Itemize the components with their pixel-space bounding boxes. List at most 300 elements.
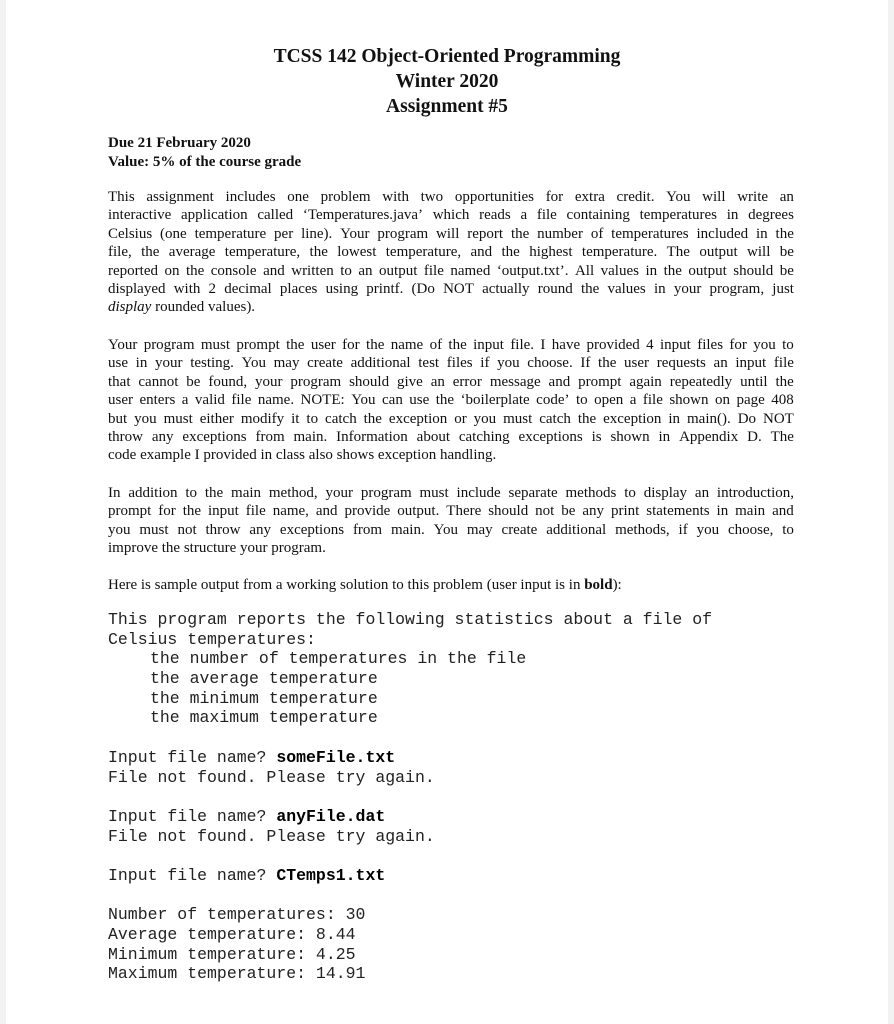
word: user — [624, 355, 650, 372]
word: must — [419, 485, 449, 501]
word: Do — [737, 410, 757, 427]
word: You — [241, 355, 266, 372]
text-line — [108, 354, 794, 372]
word: the — [286, 337, 305, 353]
text-line — [108, 576, 794, 594]
word: in — [726, 207, 739, 224]
word: Your — [340, 225, 370, 242]
word: Appendix — [679, 429, 739, 446]
word: NOT — [762, 410, 794, 427]
blank-line — [108, 846, 712, 866]
word: containing — [566, 207, 630, 224]
word: or — [454, 410, 467, 427]
word: error — [452, 373, 482, 390]
word: will — [702, 189, 726, 205]
word: round — [537, 281, 573, 298]
console-line: Celsius temperatures: — [108, 629, 316, 649]
word: you — [473, 410, 497, 427]
word: average — [168, 244, 216, 261]
console-prompt-line — [108, 748, 712, 768]
word: should — [349, 373, 390, 390]
word: places — [279, 281, 318, 298]
console-result-line: Average temperature: 8.44 — [108, 925, 356, 944]
user-input: anyFile.dat — [276, 806, 386, 826]
word: you — [134, 410, 157, 427]
word: with — [173, 281, 201, 298]
word: file — [773, 355, 794, 372]
word: main. — [293, 429, 328, 446]
word: in — [653, 281, 666, 298]
word: displayed — [108, 281, 166, 298]
word: output — [379, 262, 418, 279]
word: for — [342, 337, 360, 353]
word: reported — [108, 262, 158, 279]
word: the — [501, 244, 520, 261]
prompt-text: Input file name? — [108, 865, 277, 885]
word: values — [600, 262, 639, 279]
paragraph-input-file — [108, 336, 794, 465]
word: the — [185, 262, 205, 279]
console-result-line: Maximum temperature: 14.91 — [108, 964, 366, 984]
word: must — [200, 337, 231, 353]
word: program — [377, 225, 429, 242]
word: output. — [397, 503, 440, 520]
word: code’ — [536, 392, 570, 409]
word: shown — [669, 392, 709, 409]
word: of — [429, 337, 443, 353]
word: methods — [565, 485, 617, 501]
word: for — [729, 337, 747, 353]
console-error-line: File not found. Please try again. — [108, 826, 435, 846]
word: named — [450, 262, 491, 279]
document-page — [6, 0, 888, 1024]
word: either — [199, 410, 234, 427]
word: can — [382, 392, 403, 409]
word: (Do — [411, 281, 435, 298]
word: valid — [194, 392, 225, 409]
word: includes — [225, 189, 276, 205]
word: enters — [139, 392, 176, 409]
word: input — [473, 337, 504, 353]
text-line — [108, 428, 794, 446]
word: create — [307, 355, 343, 372]
console-prompt-line — [108, 866, 712, 886]
word: addition — [128, 485, 178, 501]
word: from — [255, 429, 285, 446]
word: be — [779, 262, 794, 279]
word: output — [688, 262, 727, 279]
paragraph-sample-intro — [108, 576, 794, 594]
word: in — [668, 410, 681, 427]
word: include — [456, 485, 501, 501]
word: statements — [646, 503, 710, 520]
word: for — [545, 189, 564, 205]
word: may — [273, 355, 300, 372]
term: Winter 2020 — [395, 71, 499, 92]
word: you — [753, 337, 776, 353]
word: main(). — [687, 410, 731, 427]
word: All — [574, 262, 595, 279]
word: catch — [539, 410, 571, 427]
word: number — [537, 225, 583, 242]
word: the — [204, 485, 224, 501]
word: You — [351, 392, 376, 409]
word: that — [108, 373, 131, 390]
grade-value: Value: 5% of the course grade — [108, 154, 302, 170]
word: any — [582, 503, 605, 520]
word: on — [714, 392, 730, 409]
word: an — [713, 355, 728, 372]
word: of — [590, 225, 604, 242]
word: and — [263, 262, 285, 279]
word: methods, — [615, 521, 670, 538]
text-line — [108, 502, 794, 520]
word: shown — [610, 429, 650, 446]
word: one — [287, 189, 309, 205]
word: to — [340, 262, 352, 279]
word: interactive — [108, 207, 172, 224]
word: I — [540, 337, 546, 353]
word: decimal — [224, 281, 272, 298]
word: an — [358, 262, 373, 279]
word: exceptions — [279, 521, 345, 538]
word: must — [503, 410, 533, 427]
word: create — [501, 521, 538, 538]
blank-line — [108, 886, 712, 906]
word: values — [607, 281, 646, 298]
word: modify — [240, 410, 285, 427]
word: in — [658, 429, 671, 446]
word: it — [291, 410, 300, 427]
word: throw — [108, 429, 143, 446]
word: The — [666, 244, 690, 261]
word: an — [694, 485, 710, 501]
word: your — [673, 281, 702, 298]
word: This — [108, 189, 135, 205]
word: you — [696, 521, 720, 538]
word: on — [164, 262, 180, 279]
text-line — [108, 410, 794, 428]
word: written — [291, 262, 334, 279]
word: name — [390, 337, 424, 353]
word: input — [660, 337, 691, 353]
console-error-line: File not found. Please try again. — [108, 767, 435, 787]
word: credit. — [616, 189, 655, 205]
word: write — [737, 189, 769, 205]
word: to — [306, 410, 319, 427]
word: called — [257, 207, 294, 224]
italic-text: display — [108, 299, 152, 316]
word: file — [231, 392, 252, 409]
word: temperatures — [611, 225, 689, 242]
text-line — [108, 262, 794, 280]
word: your — [254, 373, 283, 390]
word: NOT — [443, 281, 474, 298]
word: main. — [390, 521, 425, 538]
text-line — [108, 243, 794, 261]
word: not — [535, 503, 555, 520]
sample-output — [108, 610, 712, 984]
word: main — [231, 485, 262, 501]
text-run: ): — [612, 577, 622, 593]
word: Celsius — [108, 225, 153, 242]
word: problem — [320, 189, 371, 205]
word: the — [775, 373, 794, 390]
word: If — [580, 355, 591, 372]
word: ‘output.txt’. — [496, 262, 569, 279]
word: and — [772, 503, 794, 520]
document-header — [6, 44, 888, 119]
word: if — [480, 355, 490, 372]
word: exception — [603, 410, 662, 427]
word: to — [782, 521, 794, 538]
word: two — [420, 189, 444, 205]
word: to — [575, 392, 588, 409]
word: introduction, — [716, 485, 794, 501]
word: is — [591, 429, 602, 446]
word: the — [363, 410, 382, 427]
word: found, — [208, 373, 248, 390]
word: testing. — [190, 355, 234, 372]
text-line — [108, 484, 794, 502]
word: name. — [257, 392, 295, 409]
word: highest — [529, 244, 573, 261]
word: must — [163, 410, 193, 427]
word: in — [645, 262, 658, 279]
console-list-item: the maximum temperature — [150, 708, 378, 728]
word: temperature. — [581, 244, 658, 261]
word: included — [696, 225, 749, 242]
word: the — [510, 225, 530, 242]
word: console — [210, 262, 257, 279]
text-line: code example I provided in class also shows exception handling. — [108, 447, 497, 464]
text-line: improve the structure your program. — [108, 540, 326, 557]
word: repeatedly — [669, 373, 733, 390]
word: 2 — [208, 281, 217, 298]
word: your — [155, 355, 183, 372]
blank-line — [108, 728, 712, 748]
word: using — [325, 281, 359, 298]
word: file — [536, 207, 557, 224]
word: any — [249, 521, 272, 538]
word: you — [108, 521, 131, 538]
word: should — [733, 262, 774, 279]
word: a — [181, 392, 189, 409]
word: There — [446, 503, 482, 520]
prompt-text: Input file name? — [108, 747, 277, 767]
prompt-text: Input file name? — [108, 806, 277, 826]
word: throw — [205, 521, 241, 538]
word: name, — [272, 503, 309, 520]
word: exception — [388, 410, 448, 427]
word: will — [747, 244, 771, 261]
word: again — [629, 373, 662, 390]
word: the — [182, 503, 202, 520]
word: file, — [108, 244, 132, 261]
word: Your — [108, 337, 138, 353]
word: any — [151, 429, 174, 446]
text-line — [108, 225, 794, 243]
word: provided — [586, 337, 640, 353]
word: the — [309, 244, 328, 261]
word: file — [423, 262, 444, 279]
user-input: CTemps1.txt — [276, 865, 386, 885]
text-run: Here is sample output from a working solution to this problem (user input is in — [108, 577, 585, 593]
word: temperature, — [224, 244, 301, 261]
paragraph-overview — [108, 188, 794, 317]
word: the — [577, 410, 597, 427]
console-list-item: the number of temperatures in the file — [150, 649, 527, 669]
word: prompt — [108, 503, 152, 520]
word: may — [466, 521, 493, 538]
word: you — [497, 355, 520, 372]
word: if — [678, 521, 688, 538]
console-line: This program reports the following statistics about a file of — [108, 610, 712, 629]
text-line — [108, 521, 794, 539]
word: In — [108, 485, 121, 501]
word: user — [108, 392, 133, 409]
word: input — [735, 355, 767, 372]
word: program, — [709, 281, 765, 298]
user-input: someFile.txt — [276, 747, 396, 767]
word: the — [141, 244, 160, 261]
word: temperature, — [385, 244, 462, 261]
word: prompt — [236, 337, 280, 353]
word: ‘Temperatures.java’ — [302, 207, 424, 224]
word: until — [740, 373, 768, 390]
console-result-line: Minimum temperature: 4.25 — [108, 944, 356, 964]
blank-line — [108, 787, 712, 807]
paragraph-methods — [108, 484, 794, 558]
word: assignment — [146, 189, 214, 205]
word: in — [716, 503, 729, 520]
word: extra — [574, 189, 605, 205]
word: additional — [546, 521, 607, 538]
word: catch — [325, 410, 357, 427]
word: your — [325, 485, 353, 501]
word: the — [448, 337, 467, 353]
word: separate — [508, 485, 558, 501]
word: the — [435, 392, 455, 409]
word: for — [158, 503, 176, 520]
word: opportunities — [454, 189, 534, 205]
word: degrees — [748, 207, 794, 224]
word: per — [274, 225, 294, 242]
word: reads — [479, 207, 511, 224]
word: display — [643, 485, 688, 501]
word: an — [779, 189, 794, 205]
word: the — [366, 337, 385, 353]
text-line — [108, 373, 794, 391]
word: and — [470, 244, 493, 261]
word: ‘boilerplate — [460, 392, 530, 409]
word: the — [598, 355, 617, 372]
word: file. — [510, 337, 535, 353]
word: D. — [747, 429, 762, 446]
word: use — [409, 392, 430, 409]
text-line — [108, 298, 794, 316]
word: report — [467, 225, 504, 242]
word: (one — [160, 225, 187, 242]
word: choose, — [727, 521, 774, 538]
word: a — [629, 392, 637, 409]
word: method, — [268, 485, 318, 501]
word: actually — [482, 281, 530, 298]
word: should — [488, 503, 529, 520]
word: with — [382, 189, 409, 205]
word: temperature — [194, 225, 267, 242]
word: have — [551, 337, 581, 353]
word: You — [666, 189, 691, 205]
word: cannot — [138, 373, 179, 390]
word: choose. — [527, 355, 573, 372]
word: the — [663, 262, 682, 279]
word: input — [207, 503, 239, 520]
word: about — [416, 429, 450, 446]
word: The — [770, 429, 794, 446]
word: and — [315, 503, 338, 520]
word: test — [418, 355, 440, 372]
word: print — [610, 503, 640, 520]
word: Information — [336, 429, 408, 446]
word: just — [772, 281, 794, 298]
due-date: Due 21 February 2020 — [108, 135, 251, 151]
text-line — [108, 336, 794, 354]
text-run: rounded values). — [151, 299, 256, 316]
word: in — [135, 355, 148, 372]
console-prompt-line — [108, 807, 712, 827]
word: lowest — [337, 244, 377, 261]
word: main — [735, 503, 766, 520]
word: temperatures — [639, 207, 718, 224]
word: user — [310, 337, 336, 353]
word: be — [779, 244, 794, 261]
word: printf. — [366, 281, 404, 298]
word: open — [594, 392, 624, 409]
console-list-item: the minimum temperature — [150, 688, 378, 708]
word: to — [782, 337, 794, 353]
word: message — [489, 373, 541, 390]
word: output — [699, 244, 738, 261]
word: from — [352, 521, 383, 538]
console-list-item: the average temperature — [150, 669, 378, 689]
word: will — [436, 225, 460, 242]
text-line — [108, 280, 794, 298]
text-line — [108, 391, 794, 409]
word: and — [548, 373, 571, 390]
word: requests — [656, 355, 706, 372]
word: page — [736, 392, 765, 409]
word: file — [642, 392, 663, 409]
word: be — [561, 503, 576, 520]
word: which — [432, 207, 470, 224]
word: an — [430, 373, 445, 390]
word: provide — [344, 503, 391, 520]
word: 408 — [771, 392, 794, 409]
word: program — [360, 485, 412, 501]
text-line — [108, 206, 794, 224]
word: give — [396, 373, 423, 390]
console-result-line: Number of temperatures: 30 — [108, 905, 366, 925]
word: to — [185, 485, 198, 501]
word: catching — [458, 429, 510, 446]
word: line). — [301, 225, 333, 242]
word: a — [520, 207, 528, 224]
word: files — [697, 337, 724, 353]
word: be — [186, 373, 201, 390]
word: but — [108, 410, 128, 427]
word: in — [756, 225, 768, 242]
